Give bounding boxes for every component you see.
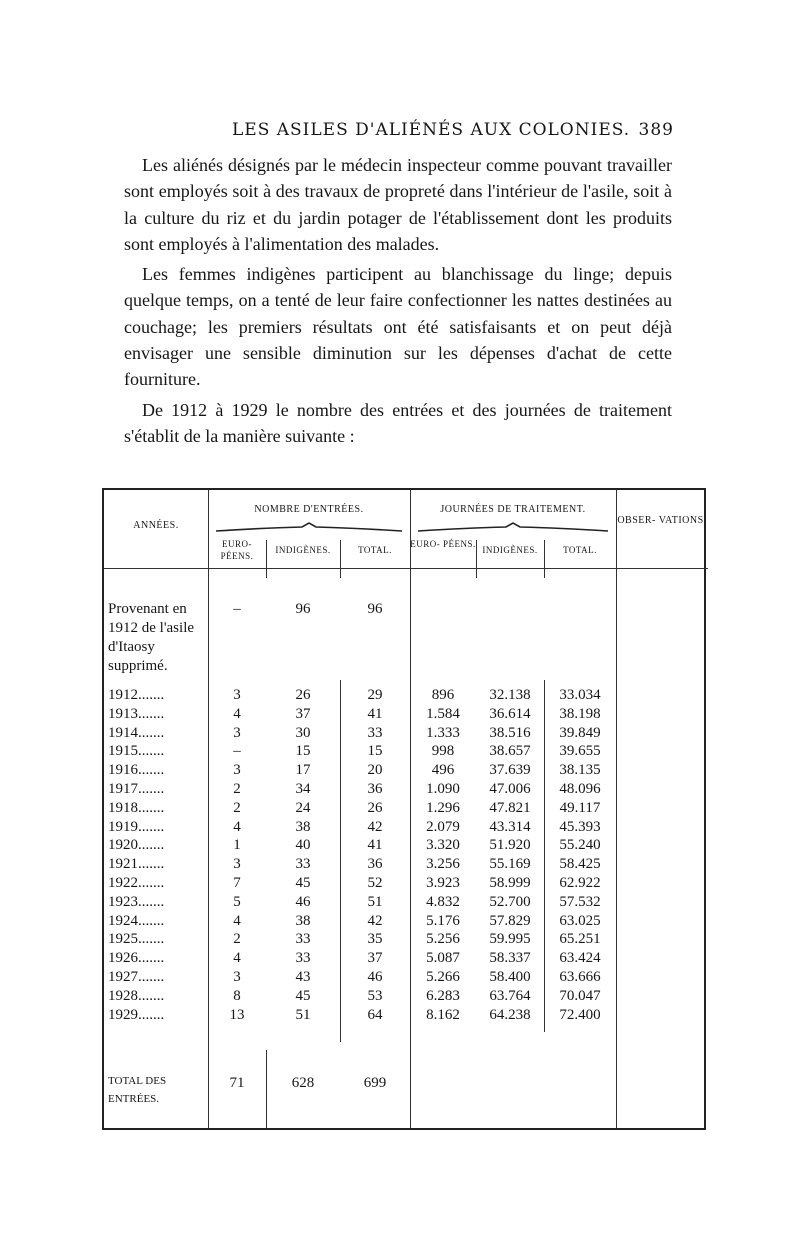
cell-j-eur: 5.087	[426, 950, 460, 967]
cell-j-tot: 38.135	[559, 762, 601, 779]
year-cell: 1926.......	[108, 950, 165, 967]
cell-ind: 15	[295, 743, 311, 760]
header-j-europeens: EURO- PÉENS.	[410, 539, 476, 549]
cell-tot: 53	[367, 987, 383, 1004]
cell-j-tot: 39.655	[559, 743, 601, 760]
running-head-title: LES ASILES D'ALIÉNÉS AUX COLONIES.	[232, 120, 631, 140]
cell-eur: 3	[233, 724, 241, 741]
cell-j-ind: 58.999	[489, 875, 531, 891]
body-text	[124, 152, 672, 449]
rule-v	[616, 490, 617, 1128]
cell-j-ind: 47.821	[489, 799, 531, 816]
cell-j-tot: 38.198	[559, 705, 601, 722]
cell-j-eur: 6.283	[426, 987, 460, 1004]
year-cell: 1917.......	[108, 781, 165, 797]
cell-tot: 26	[367, 799, 383, 816]
provenant-label: Provenant en 1912 de l'asile d'Itaosy supprimé.	[108, 601, 195, 674]
cell-j-tot: 58.425	[559, 856, 601, 873]
cell-eur: 2	[233, 781, 241, 797]
totals-indigenes: 628	[291, 1075, 315, 1091]
cell-j-tot: 70.047	[559, 987, 601, 1004]
year-cell: 1929.......	[108, 1006, 165, 1023]
cell-j-ind: 55.169	[489, 856, 531, 873]
statistics-table	[102, 488, 706, 1130]
cell-j-tot: 49.117	[559, 799, 601, 816]
cell-eur: 4	[233, 818, 241, 835]
cell-j-eur: 998	[431, 743, 455, 760]
cell-j-eur: 5.266	[426, 969, 460, 985]
provenant-indigenes: 96	[295, 601, 311, 617]
cell-j-eur: 3.256	[426, 856, 460, 873]
totals-europeens: 71	[229, 1075, 245, 1091]
cell-j-ind: 37.639	[489, 762, 531, 779]
cell-eur: 3	[233, 687, 241, 703]
cell-j-ind: 57.829	[489, 912, 531, 929]
cell-eur: 3	[233, 762, 241, 779]
paragraph-1: Les aliénés désignés par le médecin inspecteur comme pouvant travailler sont employés soit à des travaux de propreté dans l'intérieur de l'asile, soit à la culture du riz et du jardin potager de l'établissement dont les produits sont employés à l'alimentation des malades.	[124, 155, 672, 254]
cell-j-eur: 896	[431, 687, 455, 703]
cell-ind: 38	[295, 818, 311, 835]
year-cell: 1927.......	[108, 969, 165, 985]
cell-eur: 3	[233, 856, 241, 873]
year-cell: 1915.......	[108, 743, 165, 760]
cell-eur: 4	[233, 950, 241, 967]
cell-tot: 41	[367, 837, 383, 854]
paragraph-2: Les femmes indigènes participent au blanchissage du linge; depuis quelque temps, on a tenté de leur faire confectionner les nattes destinées au couchage; les premiers résultats ont été satisfaisants et on peut déjà envisager une sensible diminution sur les dépenses d'achat de cette fourniture.	[124, 264, 672, 390]
cell-ind: 33	[295, 931, 311, 948]
cell-j-eur: 1.333	[426, 724, 460, 741]
year-cell: 1923.......	[108, 893, 165, 910]
cell-ind: 38	[295, 912, 311, 929]
year-cell: 1925.......	[108, 931, 165, 948]
cell-j-tot: 57.532	[559, 893, 601, 910]
cell-eur: 5	[233, 893, 241, 910]
cell-j-tot: 65.251	[559, 931, 601, 948]
cell-j-eur: 5.256	[426, 931, 460, 948]
cell-j-eur: 3.320	[426, 837, 460, 854]
cell-eur: 8	[233, 987, 241, 1004]
cell-j-ind: 47.006	[489, 781, 531, 797]
cell-tot: 64	[367, 1006, 383, 1023]
cell-j-ind: 51.920	[489, 837, 531, 854]
cell-j-ind: 32.138	[489, 687, 531, 703]
cell-ind: 33	[295, 950, 311, 967]
header-total: TOTAL.	[358, 545, 392, 555]
cell-j-tot: 63.424	[559, 950, 601, 967]
cell-j-eur: 4.832	[426, 893, 460, 910]
cell-j-ind: 64.238	[489, 1006, 531, 1023]
cell-j-ind: 52.700	[489, 893, 531, 910]
cell-eur: 3	[233, 969, 241, 985]
cell-eur: 4	[233, 912, 241, 929]
header-annees: ANNÉES.	[133, 520, 179, 531]
cell-eur: 1	[233, 837, 241, 854]
cell-j-ind: 58.337	[489, 950, 531, 967]
year-cell: 1922.......	[108, 875, 165, 891]
year-cell: 1913.......	[108, 705, 165, 722]
running-head	[232, 120, 674, 148]
header-j-indigenes: INDIGÈNES.	[482, 545, 538, 555]
cell-j-eur: 1.584	[426, 705, 460, 722]
year-cell: 1924.......	[108, 912, 165, 929]
cell-tot: 35	[367, 931, 383, 948]
year-cell: 1916.......	[108, 762, 165, 779]
cell-ind: 43	[295, 969, 311, 985]
cell-ind: 17	[295, 762, 311, 779]
cell-eur: 2	[233, 931, 241, 948]
year-cell: 1918.......	[108, 799, 165, 816]
cell-j-tot: 63.025	[559, 912, 601, 929]
year-cell: 1912.......	[108, 687, 165, 703]
cell-j-ind: 38.657	[489, 743, 531, 760]
cell-eur: 2	[233, 799, 241, 816]
cell-eur: 13	[229, 1006, 245, 1023]
cell-tot: 36	[367, 856, 383, 873]
cell-ind: 45	[295, 987, 311, 1004]
cell-tot: 41	[367, 705, 383, 722]
cell-j-ind: 38.516	[489, 724, 531, 741]
header-europeens: EURO- PÉENS.	[220, 539, 254, 561]
header-journees: JOURNÉES DE TRAITEMENT.	[440, 504, 586, 515]
header-rule	[104, 568, 708, 569]
header-indigenes: INDIGÈNES.	[275, 545, 331, 555]
cell-j-eur: 496	[431, 762, 455, 779]
paragraph-3: De 1912 à 1929 le nombre des entrées et des journées de traitement s'établit de la manière suivante :	[124, 399, 672, 446]
cell-ind: 45	[295, 875, 311, 891]
cell-ind: 51	[295, 1006, 311, 1023]
cell-tot: 42	[367, 912, 383, 929]
year-cell: 1921.......	[108, 856, 165, 873]
year-cell: 1914.......	[108, 724, 165, 741]
cell-j-ind: 59.995	[489, 931, 531, 948]
cell-tot: 46	[367, 969, 383, 985]
cell-ind: 40	[295, 837, 311, 854]
cell-eur: 4	[233, 705, 241, 722]
cell-tot: 42	[367, 818, 383, 835]
cell-ind: 46	[295, 893, 311, 910]
cell-j-tot: 63.666	[559, 969, 601, 985]
provenant-europeens: –	[233, 601, 241, 617]
cell-j-eur: 5.176	[426, 912, 460, 929]
cell-tot: 36	[367, 781, 383, 797]
cell-tot: 33	[367, 724, 383, 741]
cell-j-tot: 72.400	[559, 1006, 601, 1023]
cell-j-eur: 2.079	[426, 818, 460, 835]
cell-j-tot: 39.849	[559, 724, 601, 741]
page-number: 389	[638, 120, 674, 140]
cell-eur: –	[233, 743, 241, 760]
year-cell: 1920.......	[108, 837, 165, 854]
year-cell: 1919.......	[108, 818, 165, 835]
totals-label: TOTAL DES ENTRÉES.	[108, 1075, 167, 1105]
cell-ind: 24	[295, 799, 311, 816]
header-entrees: NOMBRE D'ENTRÉES.	[254, 504, 364, 515]
cell-j-ind: 58.400	[489, 969, 531, 985]
cell-j-tot: 45.393	[559, 818, 601, 835]
totals-total: 699	[363, 1075, 387, 1091]
cell-ind: 34	[295, 781, 311, 797]
cell-j-eur: 1.296	[426, 799, 460, 816]
cell-ind: 33	[295, 856, 311, 873]
header-observations: OBSER- VATIONS.	[617, 515, 707, 526]
cell-j-tot: 62.922	[559, 875, 601, 891]
cell-tot: 52	[367, 875, 383, 891]
provenant-total: 96	[367, 601, 383, 617]
brace-journees	[416, 522, 610, 532]
year-cell: 1928.......	[108, 987, 165, 1004]
cell-j-tot: 33.034	[559, 687, 601, 703]
cell-tot: 37	[367, 950, 383, 967]
cell-j-eur: 1.090	[426, 781, 460, 797]
header-j-total: TOTAL.	[563, 545, 597, 555]
cell-ind: 37	[295, 705, 311, 722]
cell-j-eur: 8.162	[426, 1006, 460, 1023]
cell-j-tot: 48.096	[559, 781, 601, 797]
cell-j-tot: 55.240	[559, 837, 601, 854]
cell-tot: 51	[367, 893, 383, 910]
cell-ind: 30	[295, 724, 311, 741]
cell-ind: 26	[295, 687, 311, 703]
cell-tot: 15	[367, 743, 383, 760]
cell-eur: 7	[233, 875, 241, 891]
cell-j-ind: 43.314	[489, 818, 531, 835]
cell-j-ind: 36.614	[489, 705, 531, 722]
cell-tot: 29	[367, 687, 383, 703]
cell-tot: 20	[367, 762, 383, 779]
cell-j-eur: 3.923	[426, 875, 460, 891]
brace-entrees	[214, 522, 404, 532]
cell-j-ind: 63.764	[489, 987, 531, 1004]
